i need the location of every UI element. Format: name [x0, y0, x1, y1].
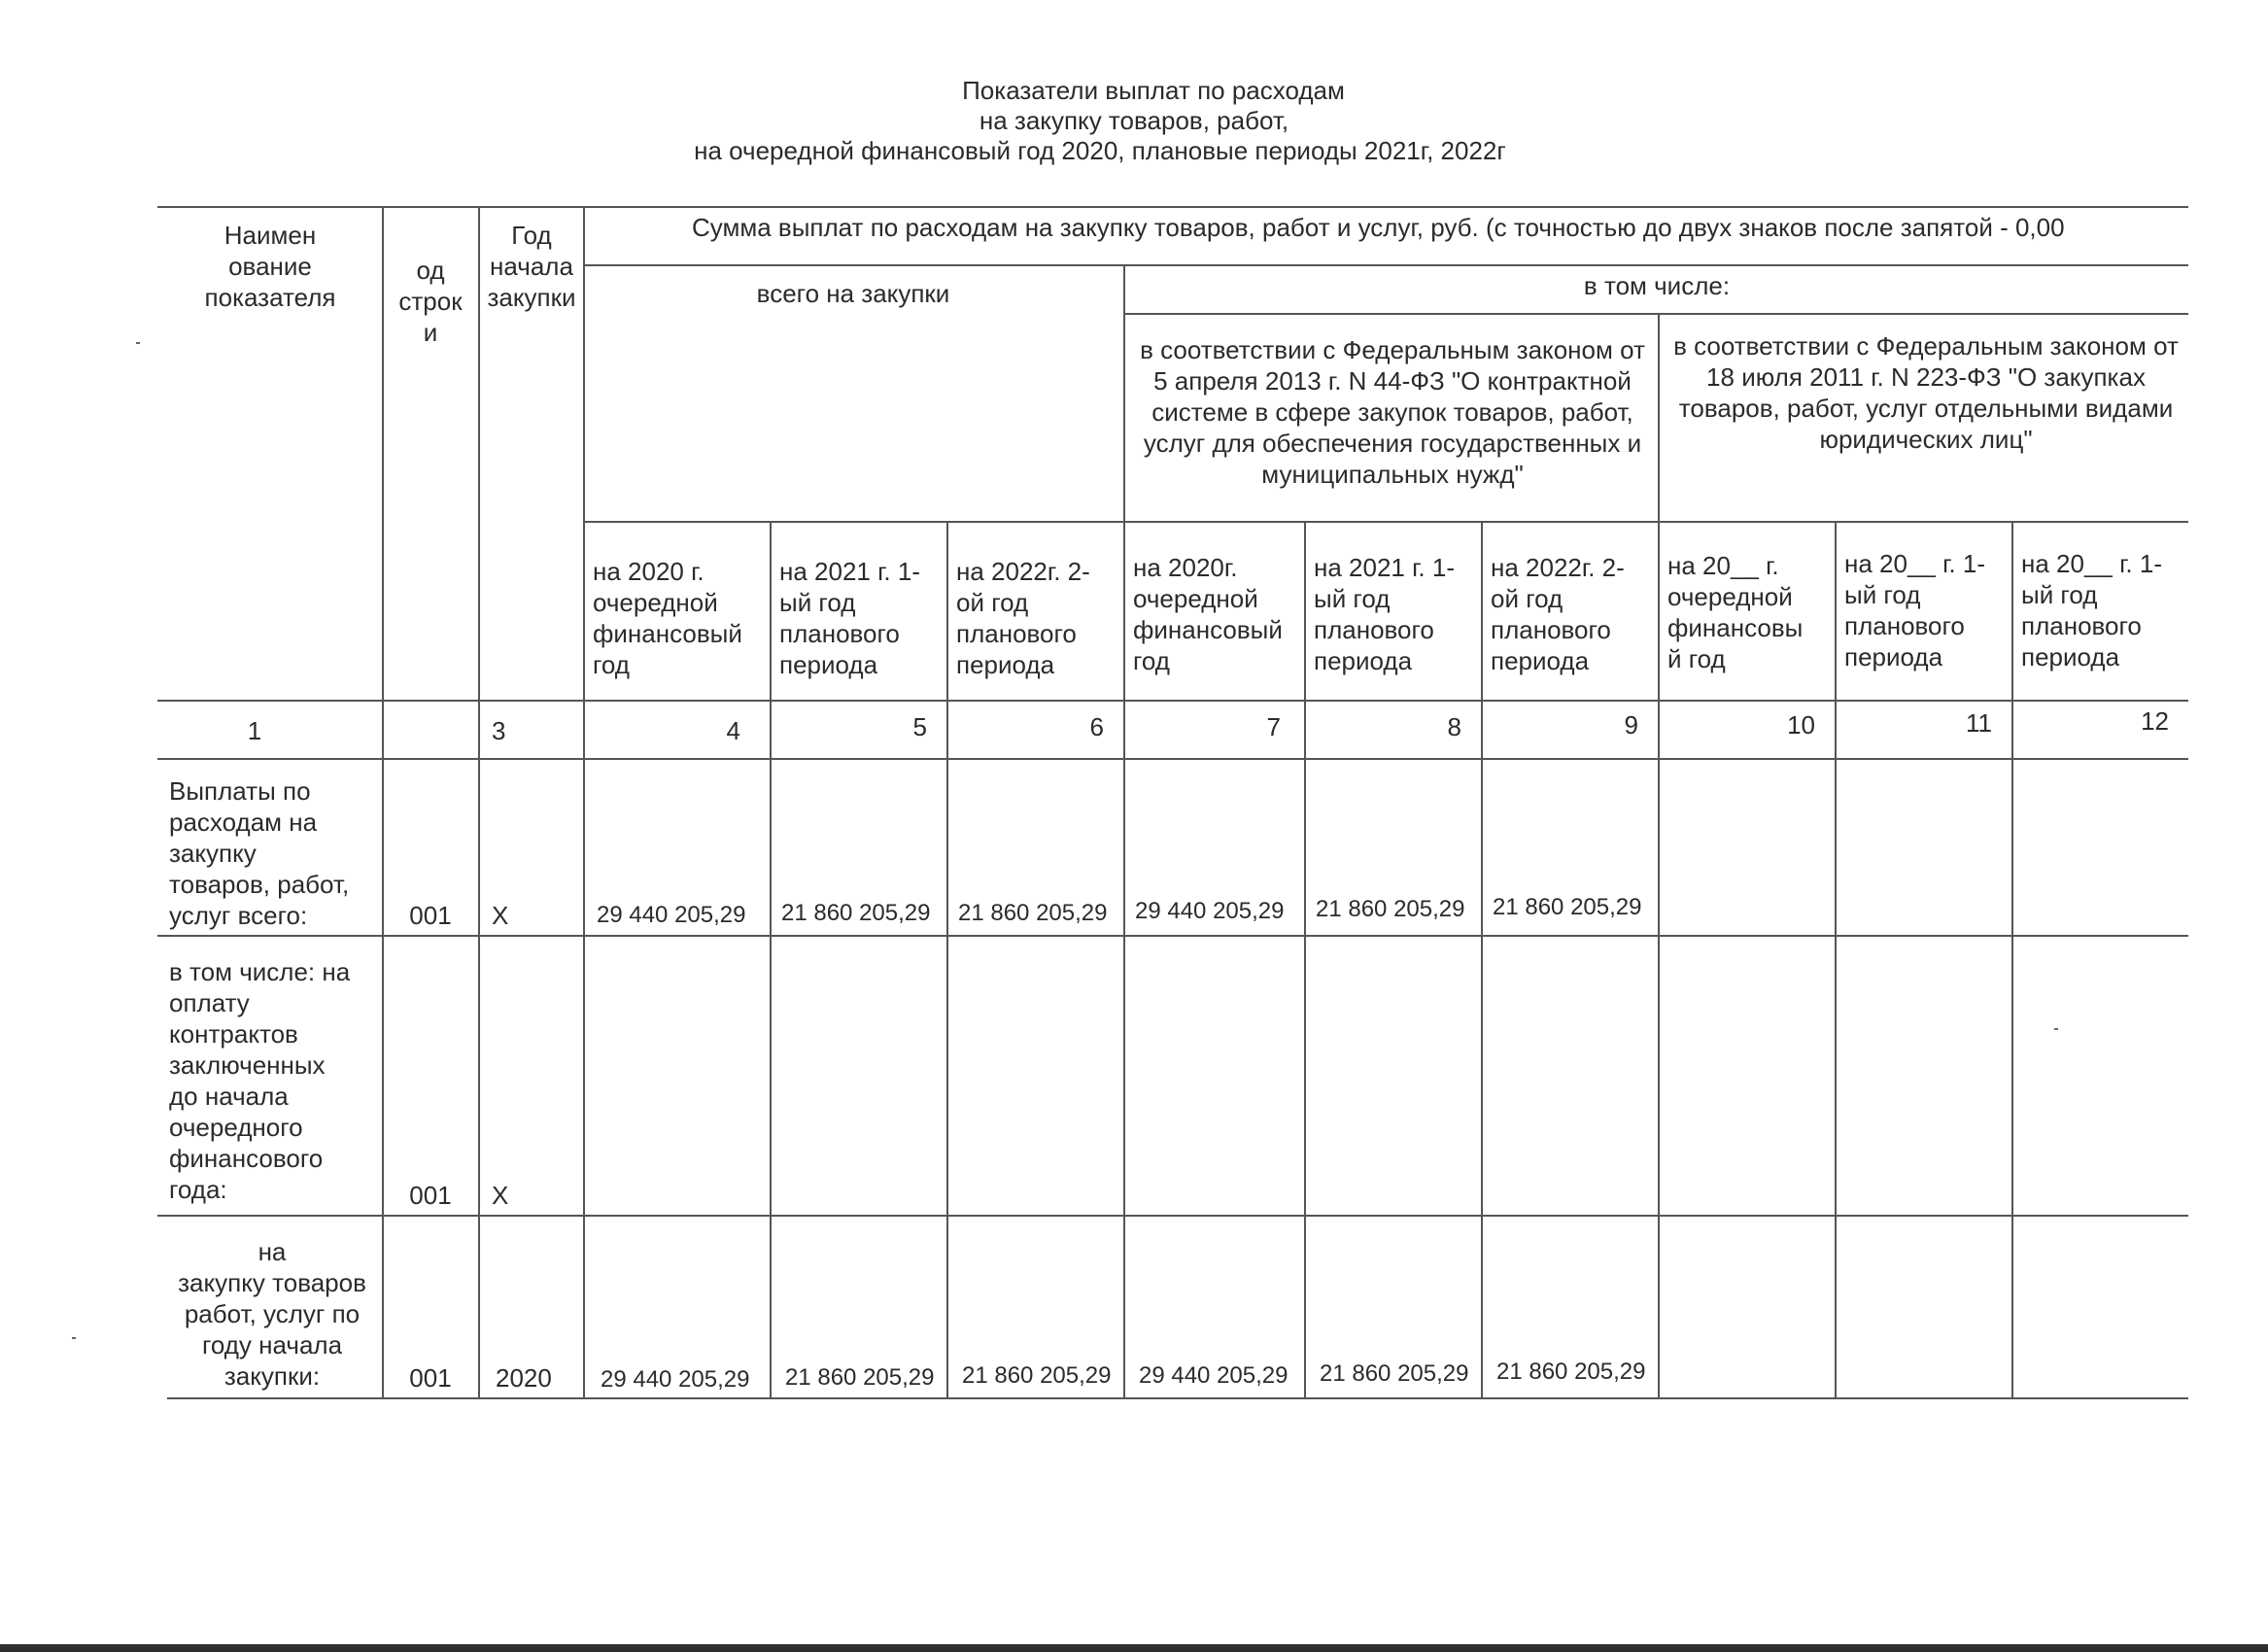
col-divider-law [1658, 313, 1660, 1397]
row-value: 21 860 205,29 [1316, 896, 1465, 922]
col-number: 10 [1787, 710, 1815, 740]
header-row-code: од строк и [398, 256, 463, 347]
col-number: 4 [726, 716, 740, 745]
col-number: 5 [912, 712, 927, 741]
col-number: 6 [1089, 712, 1104, 741]
header-rule-including [1123, 313, 2188, 315]
row-purchase-year: X [492, 901, 509, 930]
col-numbers-bottom-border [157, 758, 2188, 760]
period-label: на 2020г. очередной финансовый год [1133, 553, 1283, 675]
period-label: на 2022г. 2- ой год планового периода [1491, 553, 1625, 675]
col-number: 12 [2141, 706, 2169, 736]
header-bottom-border [157, 700, 2188, 702]
col-divider-11 [1835, 521, 1837, 1397]
col-divider-9 [1481, 521, 1483, 1397]
col-divider-6 [946, 521, 948, 1397]
title-line-3: на очередной финансовый год 2020, плановые периоды 2021г, 2022г [694, 136, 1506, 165]
period-label: на 20__ г. 1- ый год планового периода [2021, 549, 2162, 671]
row-value: 21 860 205,29 [1320, 1360, 1469, 1387]
header-indicator-name: Наимен ование показателя [204, 221, 336, 312]
header-rule-sum [583, 264, 2188, 266]
row-code: 001 [409, 901, 452, 930]
scan-edge-bar [0, 1644, 2268, 1652]
col-number: 9 [1624, 710, 1638, 740]
col-divider-total [1123, 264, 1125, 1397]
scan-speck [2054, 1028, 2058, 1030]
row-value: 21 860 205,29 [962, 1362, 1112, 1389]
period-label: на 2022г. 2- ой год планового периода [956, 557, 1090, 679]
row-indicator-name: на закупку товаров работ, услуг по году начала закупки: [178, 1237, 366, 1391]
header-law-223: в соответствии с Федеральным законом от 18 июля 2011 г. N 223-ФЗ "О закупках товаров, работ, услуг отдельными видами юридических лиц" [1673, 331, 2179, 454]
row-indicator-name: в том числе: на оплату контрактов заключенных до начала очередного финансового года: [169, 957, 351, 1204]
period-label: на 2021 г. 1- ый год планового периода [1314, 553, 1455, 675]
row-code: 001 [409, 1363, 452, 1393]
header-law-44: в соответствии с Федеральным законом от 5 апреля 2013 г. N 44-ФЗ "О контрактной системе в сфере закупок товаров, работ, услуг для обеспечения государственных и муниципальных нужд" [1140, 335, 1645, 489]
header-including: в том числе: [1583, 271, 1731, 300]
col-divider-2 [478, 206, 480, 1397]
row-2-bottom-border [157, 1215, 2188, 1217]
row-value: 21 860 205,29 [1496, 1359, 1646, 1385]
col-divider-8 [1304, 521, 1306, 1397]
row-value: 29 440 205,29 [1135, 898, 1285, 924]
header-payment-sum: Сумма выплат по расходам на закупку товаров, работ и услуг, руб. (с точностью до двух знаков после запятой - 0,00 [692, 213, 2065, 242]
table-top-border [157, 206, 2188, 208]
row-value: 29 440 205,29 [597, 902, 746, 928]
period-label: на 2020 г. очередной финансовый год [593, 557, 742, 679]
row-value: 29 440 205,29 [1139, 1362, 1289, 1389]
period-label: на 20__ г. очередной финансовы й год [1667, 551, 1804, 673]
col-divider-1 [382, 206, 384, 1397]
scan-speck [136, 342, 140, 344]
payments-table [157, 194, 2188, 1417]
row-value: 21 860 205,29 [785, 1364, 935, 1391]
header-purchase-year: Год начала закупки [487, 221, 576, 312]
scan-speck [72, 1337, 76, 1339]
period-label: на 2021 г. 1- ый год планового периода [779, 557, 920, 679]
col-divider-3 [583, 206, 585, 1397]
document-title [0, 76, 2268, 166]
col-number: 3 [492, 716, 506, 745]
row-value: 21 860 205,29 [958, 900, 1108, 926]
col-divider-12 [2011, 521, 2013, 1397]
col-number: 1 [247, 716, 262, 745]
col-number: 7 [1266, 712, 1281, 741]
header-rule-periods [583, 521, 2188, 523]
period-label: на 20__ г. 1- ый год планового периода [1844, 549, 1985, 671]
row-value: 21 860 205,29 [1493, 894, 1642, 920]
header-total-purchases: всего на закупки [756, 279, 950, 308]
title-line-1: Показатели выплат по расходам [962, 76, 1345, 105]
row-code: 001 [409, 1181, 452, 1210]
col-number: 11 [1966, 708, 1992, 738]
row-purchase-year: 2020 [496, 1363, 552, 1393]
col-number: 8 [1447, 712, 1461, 741]
row-value: 29 440 205,29 [601, 1366, 750, 1393]
row-indicator-name: Выплаты по расходам на закупку товаров, работ, услуг всего: [169, 776, 350, 930]
table-bottom-border [167, 1397, 2188, 1399]
row-1-bottom-border [157, 935, 2188, 937]
title-line-2: на закупку товаров, работ, [979, 106, 1289, 135]
row-purchase-year: X [492, 1181, 509, 1210]
col-divider-5 [770, 521, 772, 1397]
row-value: 21 860 205,29 [781, 900, 931, 926]
